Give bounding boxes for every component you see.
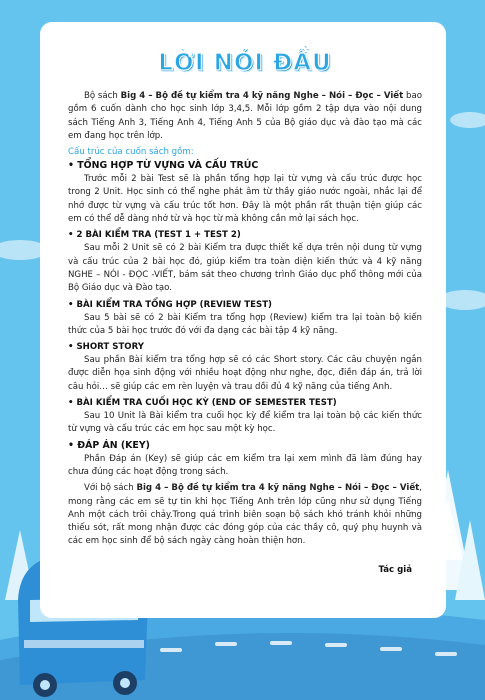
intro-post: bao gồm 6 cuốn dành cho học sinh lớp 3,4,5. Mỗi lớp gồm 2 tập dựa vào nội dung sách Tiếng Anh 3, Tiếng Anh 4, Tiếng Anh 5 của Bộ giáo dục và đào tạo mà các em đang học trên lớp. [68, 91, 422, 141]
author-signature: Tác giả [378, 564, 412, 575]
intro-pre: Bộ sách [84, 91, 121, 101]
section-body-semester: Sau 10 Unit là Bài kiểm tra cuối học kỳ để kiểm tra lại toàn bộ các kiến thức từ vựng và cấu trúc các em học sau một kỳ học. [68, 411, 422, 435]
section-body-vocabulary: Trước mỗi 2 bài Test sẽ là phần tổng hợp lại từ vựng và cấu trúc được học trong 2 Unit. Học sinh có thể nghe phát âm từ thầy giáo nước ngoài, nhắc lại để nhớ được từ vựng và cấu trúc tốt hơn. Đây là một phần rất thuận tiện giúp các em có thể dễ dàng nhớ từ và học từ mà không cần mở lại sách học. [68, 174, 422, 225]
book-name: Big 4 – Bộ đề tự kiểm tra 4 kỹ năng Nghe – Nói – Đọc – Viết [120, 91, 404, 101]
section-body-short-story: Sau phần Bài kiểm tra tổng hợp sẽ có các Short story. Các câu chuyện ngắn được diễn họa sinh động với nhiều hoạt động như nghe, đọc, điền đáp án, trả lời câu hỏi… sẽ giúp các em rèn luyện và trau dồi đủ 4 kỹ năng của tiếng Anh. [68, 355, 422, 392]
section-body-key: Phần Đáp án (Key) sẽ giúp các em kiểm tra lại xem mình đã làm đúng hay chưa đúng các hoạt động trong sách. [68, 453, 422, 477]
section-body-tests: Sau mỗi 2 Unit sẽ có 2 bài Kiểm tra được thiết kế dựa trên nội dung từ vựng và cấu trúc của 2 bài học đó, giúp kiểm tra toàn diện kiến thức và 4 kỹ năng NGHE – NÓI - ĐỌC -VIẾT, bám sát theo chương trình Giáo dục phổ thông mới của Bộ Giáo dục và Đào tạo. [68, 243, 422, 294]
page-title: LỜI NÓI ĐẦU [158, 50, 332, 76]
intro-paragraph [68, 90, 422, 143]
section-heading-short-story: • SHORT STORY [68, 342, 144, 353]
preface-card [40, 22, 446, 618]
book-name-closing: Big 4 – Bộ đề tự kiểm tra 4 kỹ năng Nghe – Nói – Đọc – Viết [136, 483, 420, 494]
section-heading-vocabulary: • TỔNG HỢP TỪ VỰNG VÀ CẤU TRÚC [68, 160, 259, 172]
section-heading-review: • BÀI KIỂM TRA TỔNG HỢP (REVIEW TEST) [68, 299, 272, 310]
closing-paragraph [68, 482, 422, 548]
structure-label: Cấu trúc của cuốn sách gồm: [68, 147, 194, 158]
section-body-review: Sau 5 bài sẽ có 2 bài Kiểm tra tổng hợp (Review) kiểm tra lại toàn bộ kiến thức của 5 bài học trước đó với đa dạng các bài tập 4 kỹ năng. [68, 312, 422, 336]
closing-pre: Với bộ sách [84, 483, 137, 494]
section-heading-semester: • BÀI KIỂM TRA CUỐI HỌC KỲ (END OF SEMESTER TEST) [68, 398, 337, 409]
section-heading-key: • ĐÁP ÁN (KEY) [68, 439, 150, 451]
section-heading-tests: • 2 BÀI KIỂM TRA (TEST 1 + TEST 2) [68, 230, 241, 241]
closing-post: , mong rằng các em sẽ tự tin khi học Tiếng Anh trên lớp cũng như sử dụng Tiếng Anh một cách trôi chảy.Trong quá trình biên soạn bộ sách khó tránh khỏi những thiếu sót, rất mong nhận được các đóng góp của các thầy cô, quý phụ huynh và các em học sinh để bộ sách ngày càng hoàn thiện hơn. [68, 483, 422, 547]
